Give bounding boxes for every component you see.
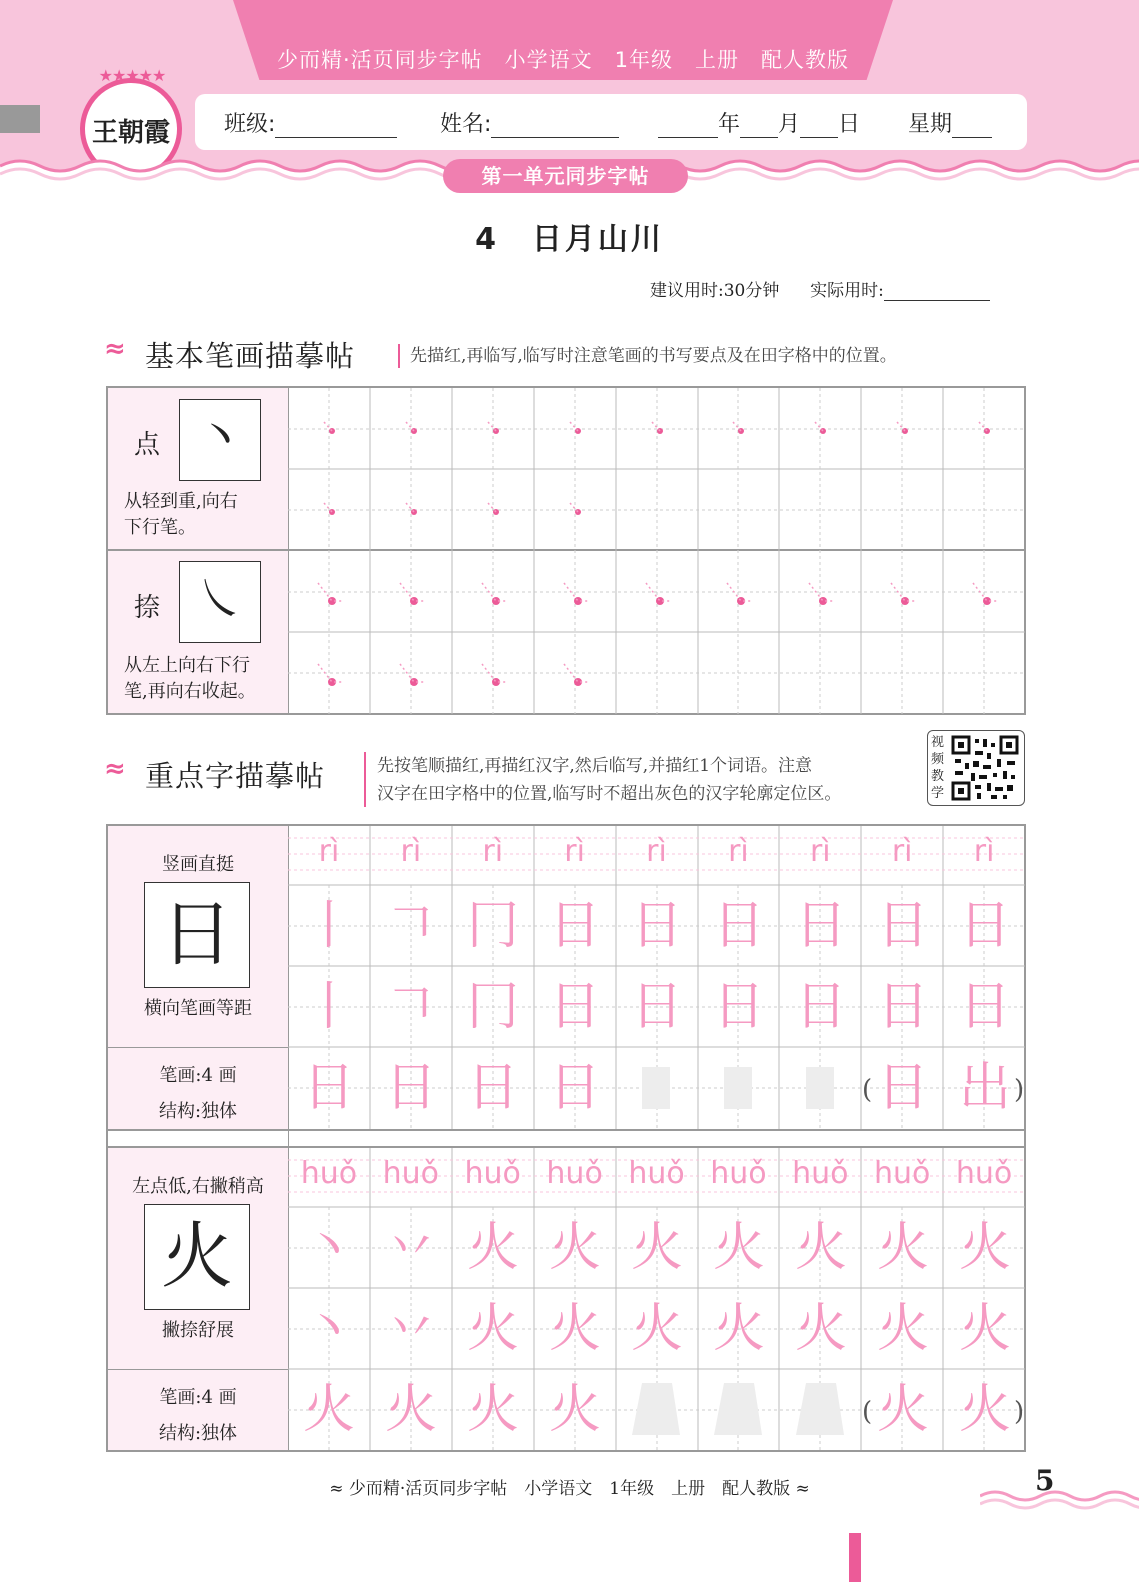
traced-char[interactable]: 日 (794, 896, 847, 956)
weekday-blank[interactable] (952, 113, 992, 138)
unit-label-pill: 第一单元同步字帖 (443, 159, 688, 193)
char-ref-huo: 火 (160, 1214, 233, 1298)
page-number: 5 (1035, 1464, 1055, 1497)
char-note-bottom: 横向笔画等距 (144, 998, 252, 1019)
series-title: 少而精·活页同步字帖 小学语文 1年级 上册 配人教版 (276, 48, 850, 72)
traced-char[interactable]: 丶 (302, 1299, 355, 1359)
pinyin-cell: rì (482, 834, 504, 869)
pinyin-cell: huǒ (710, 1156, 767, 1191)
pinyin-cell: huǒ (955, 1156, 1013, 1191)
traced-char[interactable]: 𠃍 (384, 977, 437, 1037)
traced-char[interactable]: 火 (630, 1218, 683, 1278)
traced-char[interactable]: 日 (630, 977, 683, 1037)
traced-char[interactable]: 火 (466, 1218, 519, 1278)
pinyin-cell: huǒ (382, 1156, 440, 1191)
traced-char[interactable]: 日 (958, 896, 1011, 956)
pinyin-row-huo (288, 1156, 1025, 1191)
qr-code-icon[interactable] (951, 735, 1019, 801)
traced-char[interactable]: 日 (302, 1058, 355, 1118)
name-blank[interactable] (491, 113, 619, 138)
char-note-top: 竖画直挺 (162, 854, 234, 875)
weekday-label: 星期 (908, 112, 953, 137)
stroke-glyph-na: ㇏ (195, 570, 245, 628)
pinyin-cell: rì (891, 834, 913, 869)
strokes-count: 笔画:4 画 (159, 1065, 237, 1086)
char-ref-ri: 日 (160, 892, 233, 976)
traced-char[interactable]: 丷 (384, 1218, 437, 1278)
month-blank[interactable] (740, 113, 778, 138)
svg-text:): ) (1014, 1397, 1025, 1427)
char-meta (108, 1380, 288, 1452)
stroke-name-dian: 点 (134, 430, 161, 460)
stroke-practice-grid[interactable] (288, 388, 1025, 714)
pinyin-cell: rì (646, 834, 667, 869)
time-row (650, 276, 990, 301)
traced-char[interactable]: 火 (794, 1218, 847, 1278)
word-char[interactable]: 日 (876, 1058, 929, 1118)
traced-char[interactable]: 冂 (466, 977, 519, 1037)
char-meta (108, 1058, 288, 1130)
traced-char[interactable]: 冂 (466, 896, 519, 956)
name-field[interactable] (440, 107, 619, 138)
traced-char[interactable]: 火 (630, 1299, 683, 1359)
traced-char[interactable]: 日 (876, 977, 929, 1037)
month-label: 月 (778, 112, 801, 137)
traced-char[interactable]: 火 (302, 1380, 355, 1440)
strokes-count: 笔画:4 画 (159, 1387, 237, 1408)
stroke-tip-line: 从轻到重,向右 (124, 491, 238, 512)
traced-char[interactable]: 日 (712, 977, 765, 1037)
svg-text:(: ( (862, 1075, 873, 1105)
pinyin-cell: huǒ (300, 1156, 358, 1191)
footer-text: ≈ 少而精·活页同步字帖 小学语文 1年级 上册 配人教版 ≈ (329, 1479, 810, 1499)
pinyin-cell: huǒ (464, 1156, 521, 1191)
footer-wave (980, 1486, 1139, 1516)
traced-char[interactable]: 火 (466, 1380, 519, 1440)
char-note-top: 左点低,右撇稍高 (132, 1176, 264, 1197)
pinyin-cell: rì (728, 834, 749, 869)
traced-char[interactable]: 火 (794, 1299, 847, 1359)
stroke-tip-line: 下行笔。 (124, 517, 196, 538)
traced-char[interactable]: 火 (958, 1218, 1011, 1278)
svg-text:(: ( (862, 1397, 873, 1427)
section2-divider (364, 752, 366, 807)
traced-char[interactable]: 火 (712, 1299, 765, 1359)
stroke-name-na: 捺 (134, 593, 161, 623)
bottom-pink-bar (849, 1533, 861, 1582)
traced-char[interactable]: 日 (548, 896, 601, 956)
traced-char[interactable]: 火 (384, 1380, 437, 1440)
section2-instruction (377, 752, 841, 808)
traced-char[interactable]: 日 (876, 896, 929, 956)
traced-char[interactable]: 日 (548, 977, 601, 1037)
grey-edge-tab (0, 105, 40, 133)
traced-char[interactable]: 火 (548, 1218, 601, 1278)
year-blank[interactable] (658, 113, 718, 138)
section1-title: 基本笔画描摹帖 (145, 339, 356, 373)
traced-char[interactable]: 日 (384, 1058, 437, 1118)
section1-instruction: 先描红,再临写,临写时注意笔画的书写要点及在田字格中的位置。 (410, 346, 897, 366)
info-divider (108, 1047, 288, 1048)
actual-time-label: 实际用时: (810, 281, 884, 301)
section1-divider (398, 344, 400, 368)
day-label: 日 (838, 112, 861, 137)
pinyin-cell: huǒ (546, 1156, 603, 1191)
pinyin-cell: rì (973, 834, 995, 869)
char-note-bottom: 撇捺舒展 (162, 1320, 234, 1341)
structure-type: 结构:独体 (158, 1423, 238, 1444)
pinyin-cell: huǒ (873, 1156, 931, 1191)
word-char[interactable]: 火 (876, 1380, 929, 1440)
pinyin-cell: rì (318, 834, 340, 869)
pinyin-row-ri (288, 834, 1025, 869)
pinyin-cell: rì (400, 834, 422, 869)
stroke-glyph-dian: 丶 (195, 408, 245, 466)
traced-char[interactable]: 日 (958, 977, 1011, 1037)
traced-char[interactable]: 𠃍 (384, 896, 437, 956)
section-wave-icon: ≈ (104, 334, 126, 364)
traced-char[interactable]: 丨 (302, 977, 355, 1037)
traced-char[interactable]: 火 (712, 1218, 765, 1278)
traced-char[interactable]: 火 (876, 1218, 929, 1278)
pinyin-cell: huǒ (792, 1156, 849, 1191)
instruction-line: 汉字在田字格中的位置,临写时不超出灰色的汉字轮廓定位区。 (377, 784, 842, 804)
word-char[interactable]: 出 (958, 1058, 1011, 1118)
stroke-tip-line: 笔,再向右收起。 (124, 681, 256, 702)
day-blank[interactable] (800, 113, 838, 138)
traced-char[interactable]: 火 (958, 1299, 1011, 1359)
actual-time-blank[interactable] (884, 282, 990, 301)
class-blank[interactable] (275, 113, 397, 138)
logo-stars-icon: ★★★★★ (98, 66, 166, 85)
pinyin-cell: rì (809, 834, 831, 869)
traced-char[interactable]: 日 (630, 896, 683, 956)
traced-char[interactable]: 丶 (302, 1218, 355, 1278)
traced-char[interactable]: 丨 (302, 896, 355, 956)
traced-char[interactable]: 火 (548, 1380, 601, 1440)
traced-char[interactable]: 火 (548, 1299, 601, 1359)
class-label: 班级: (224, 112, 276, 137)
lesson-title: 4 日月山川 (475, 222, 664, 257)
traced-char[interactable]: 丷 (384, 1299, 437, 1359)
traced-char[interactable]: 日 (548, 1058, 601, 1118)
weekday-field[interactable] (908, 107, 992, 138)
pinyin-cell: huǒ (628, 1156, 685, 1191)
traced-char[interactable]: 火 (876, 1299, 929, 1359)
logo-text: 王朝霞 (91, 118, 170, 148)
traced-char[interactable]: 日 (712, 896, 765, 956)
stroke-tip (124, 489, 238, 541)
traced-char[interactable]: 日 (794, 977, 847, 1037)
word-char[interactable]: 火 (958, 1380, 1011, 1440)
name-label: 姓名: (440, 112, 492, 137)
traced-char[interactable]: 日 (466, 1058, 519, 1118)
date-field[interactable] (658, 107, 860, 138)
svg-text:): ) (1014, 1075, 1025, 1105)
instruction-line: 先按笔顺描红,再描红汉字,然后临写,并描红1个词语。注意 (377, 756, 813, 776)
section2-title: 重点字描摹帖 (145, 759, 326, 793)
traced-char[interactable]: 火 (466, 1299, 519, 1359)
structure-type: 结构:独体 (158, 1101, 238, 1122)
qr-label: 视频教学 (931, 735, 945, 801)
stroke-tip (124, 653, 256, 705)
info-divider (108, 1369, 288, 1370)
class-field[interactable] (224, 107, 397, 138)
suggested-time: 建议用时:30分钟 (650, 281, 780, 301)
year-label: 年 (718, 112, 741, 137)
section-wave-icon: ≈ (104, 754, 126, 784)
pinyin-cell: rì (564, 834, 585, 869)
stroke-tip-line: 从左上向右下行 (124, 655, 250, 676)
